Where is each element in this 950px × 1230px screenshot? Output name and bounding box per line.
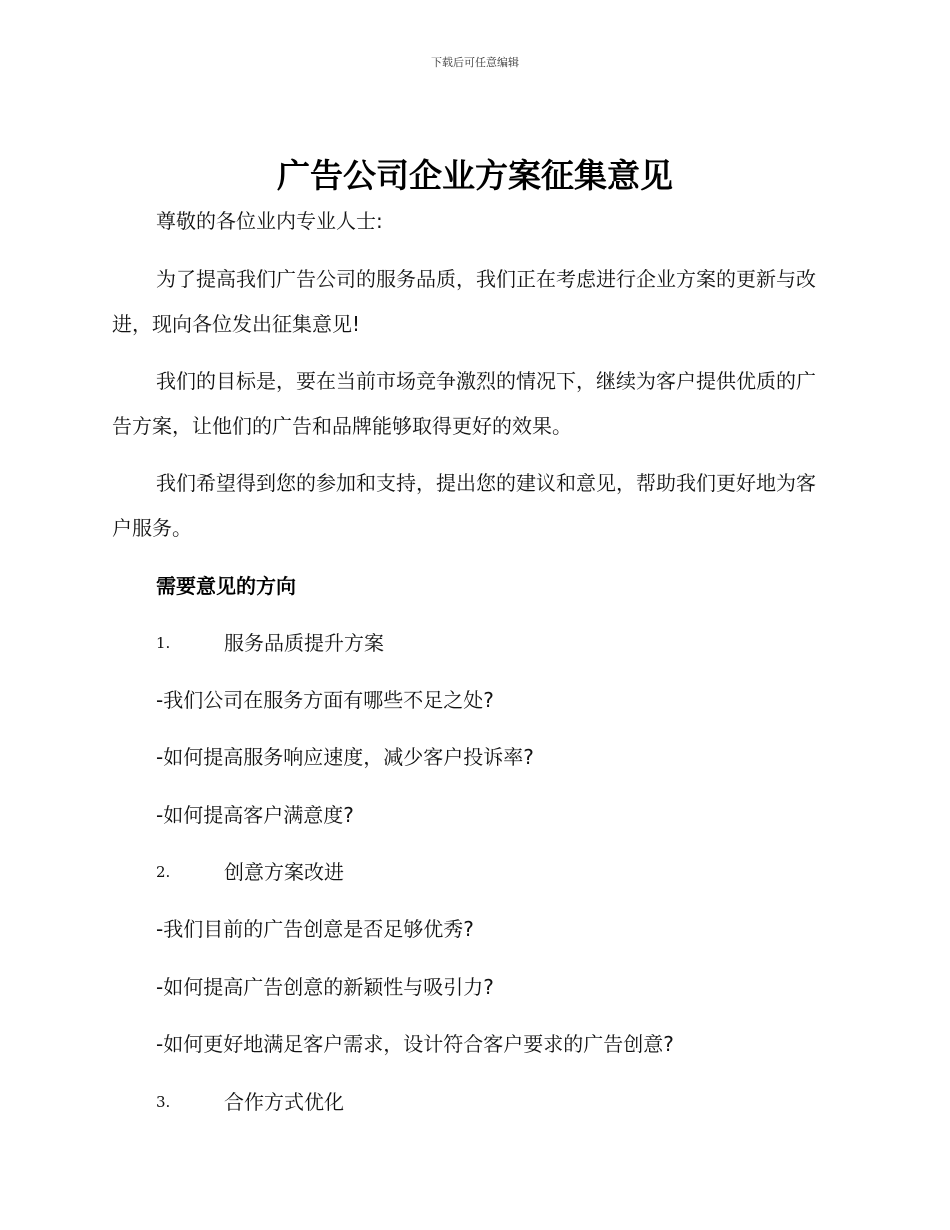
section-title: 合作方式优化 [224, 1090, 344, 1114]
list-item: -如何提高广告创意的新颖性与吸引力? [156, 975, 494, 999]
section-title: 创意方案改进 [224, 860, 344, 884]
paragraph-goal: 我们的目标是，要在当前市场竞争激烈的情况下，继续为客户提供优质的广告方案，让他们的广告和品牌能够取得更好的效果。 [112, 369, 816, 438]
section-item-3 [156, 1087, 756, 1117]
paragraph-intro: 为了提高我们广告公司的服务品质，我们正在考虑进行企业方案的更新与改进，现向各位发出征集意见! [112, 267, 816, 336]
list-item: -我们目前的广告创意是否足够优秀? [156, 917, 474, 941]
list-item: -我们公司在服务方面有哪些不足之处? [156, 688, 494, 712]
document-title: 广告公司企业方案征集意见 [277, 156, 673, 195]
list-item: -如何提高服务响应速度，减少客户投诉率? [156, 745, 534, 769]
list-item: -如何提高客户满意度? [156, 803, 354, 827]
section-item-1 [156, 628, 756, 658]
section-title: 服务品质提升方案 [224, 631, 384, 655]
list-item: -如何更好地满足客户需求，设计符合客户要求的广告创意? [156, 1032, 674, 1056]
section-number: 2. [156, 863, 171, 881]
section-item-2 [156, 857, 756, 887]
salutation: 尊敬的各位业内专业人士: [156, 209, 383, 233]
paragraph-request: 我们希望得到您的参加和支持，提出您的建议和意见，帮助我们更好地为客户服务。 [112, 471, 816, 540]
section-number: 3. [156, 1093, 171, 1111]
section-number: 1. [156, 634, 171, 652]
section-heading: 需要意见的方向 [156, 574, 296, 598]
header-note: 下载后可任意编辑 [431, 56, 519, 69]
